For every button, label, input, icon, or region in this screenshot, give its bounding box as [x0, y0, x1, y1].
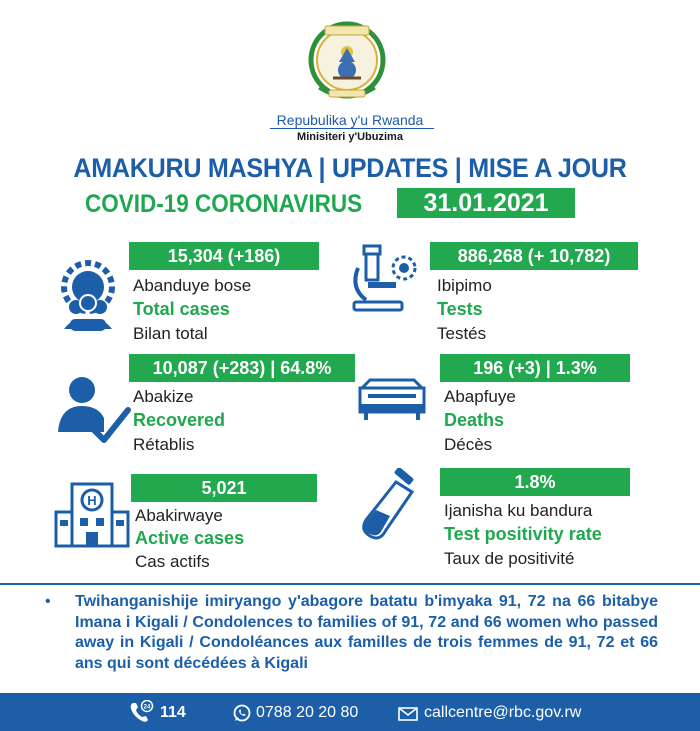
- email-address[interactable]: callcentre@rbc.gov.rw: [424, 704, 582, 721]
- hotline-number[interactable]: 114: [160, 704, 186, 721]
- recovered-value: 10,087 (+283) | 64.8%: [129, 354, 355, 382]
- virus-people-icon: [52, 257, 132, 337]
- tests-en: Tests: [437, 299, 483, 319]
- deaths-fr: Décès: [444, 435, 493, 454]
- deaths-value: 196 (+3) | 1.3%: [440, 354, 630, 382]
- notice-bullet: •: [45, 593, 51, 610]
- coffin-icon: [354, 368, 434, 448]
- hospital-icon: [52, 478, 132, 558]
- page-title: AMAKURU MASHYA | UPDATES | MISE A JOUR: [73, 153, 627, 183]
- recovered-en: Recovered: [133, 410, 226, 430]
- active-cases-fr: Cas actifs: [135, 552, 210, 571]
- tests-value: 886,268 (+ 10,782): [430, 242, 638, 270]
- active-cases-en: Active cases: [135, 528, 245, 548]
- active-cases-rw: Abakirwaye: [135, 506, 223, 525]
- condolence-notice: Twihanganishije imiryango y'abagore batatu b'imyaka 91, 72 na 66 bitabye Imana i Kigali / Condolences to families of 91, 72 and 66 women who passed away in Kigali / Condoléances aux familles de trois femmes de 91, 72 et 66 ans qui sont décédées à Kigali: [75, 593, 658, 672]
- whatsapp-number[interactable]: 0788 20 20 80: [256, 704, 359, 721]
- hotline-phone-icon: [128, 700, 154, 724]
- total-cases-fr: Bilan total: [133, 324, 208, 343]
- rwanda-emblem: [305, 18, 389, 108]
- recovered-fr: Rétablis: [133, 435, 195, 454]
- tests-rw: Ibipimo: [437, 276, 492, 295]
- ministry-name: Minisiteri y'Ubuzima: [297, 131, 403, 143]
- test-tube-icon: [350, 468, 430, 548]
- positivity-fr: Taux de positivité: [444, 549, 575, 568]
- republic-name: Repubulika y'u Rwanda: [276, 112, 424, 128]
- tests-fr: Testés: [437, 324, 487, 343]
- positivity-value: 1.8%: [440, 468, 630, 496]
- deaths-en: Deaths: [444, 410, 505, 430]
- total-cases-rw: Abanduye bose: [133, 276, 252, 295]
- email-icon: [398, 707, 418, 721]
- microscope-icon: [344, 238, 424, 318]
- total-cases-en: Total cases: [133, 299, 230, 319]
- active-cases-value: 5,021: [131, 474, 317, 502]
- deaths-rw: Abapfuye: [444, 387, 516, 406]
- positivity-rw: Ijanisha ku bandura: [444, 501, 593, 520]
- total-cases-value: 15,304 (+186): [129, 242, 319, 270]
- whatsapp-icon: [233, 704, 251, 722]
- page-subtitle: COVID-19 CORONAVIRUS: [85, 190, 363, 218]
- header-divider: [270, 128, 434, 129]
- recovered-rw: Abakize: [133, 387, 194, 406]
- positivity-en: Test positivity rate: [444, 524, 602, 544]
- update-date: 31.01.2021: [397, 188, 575, 218]
- svg-text:24: 24: [143, 704, 151, 711]
- person-check-icon: [52, 370, 132, 450]
- svg-text:H: H: [87, 493, 97, 508]
- notice-divider: [0, 583, 700, 585]
